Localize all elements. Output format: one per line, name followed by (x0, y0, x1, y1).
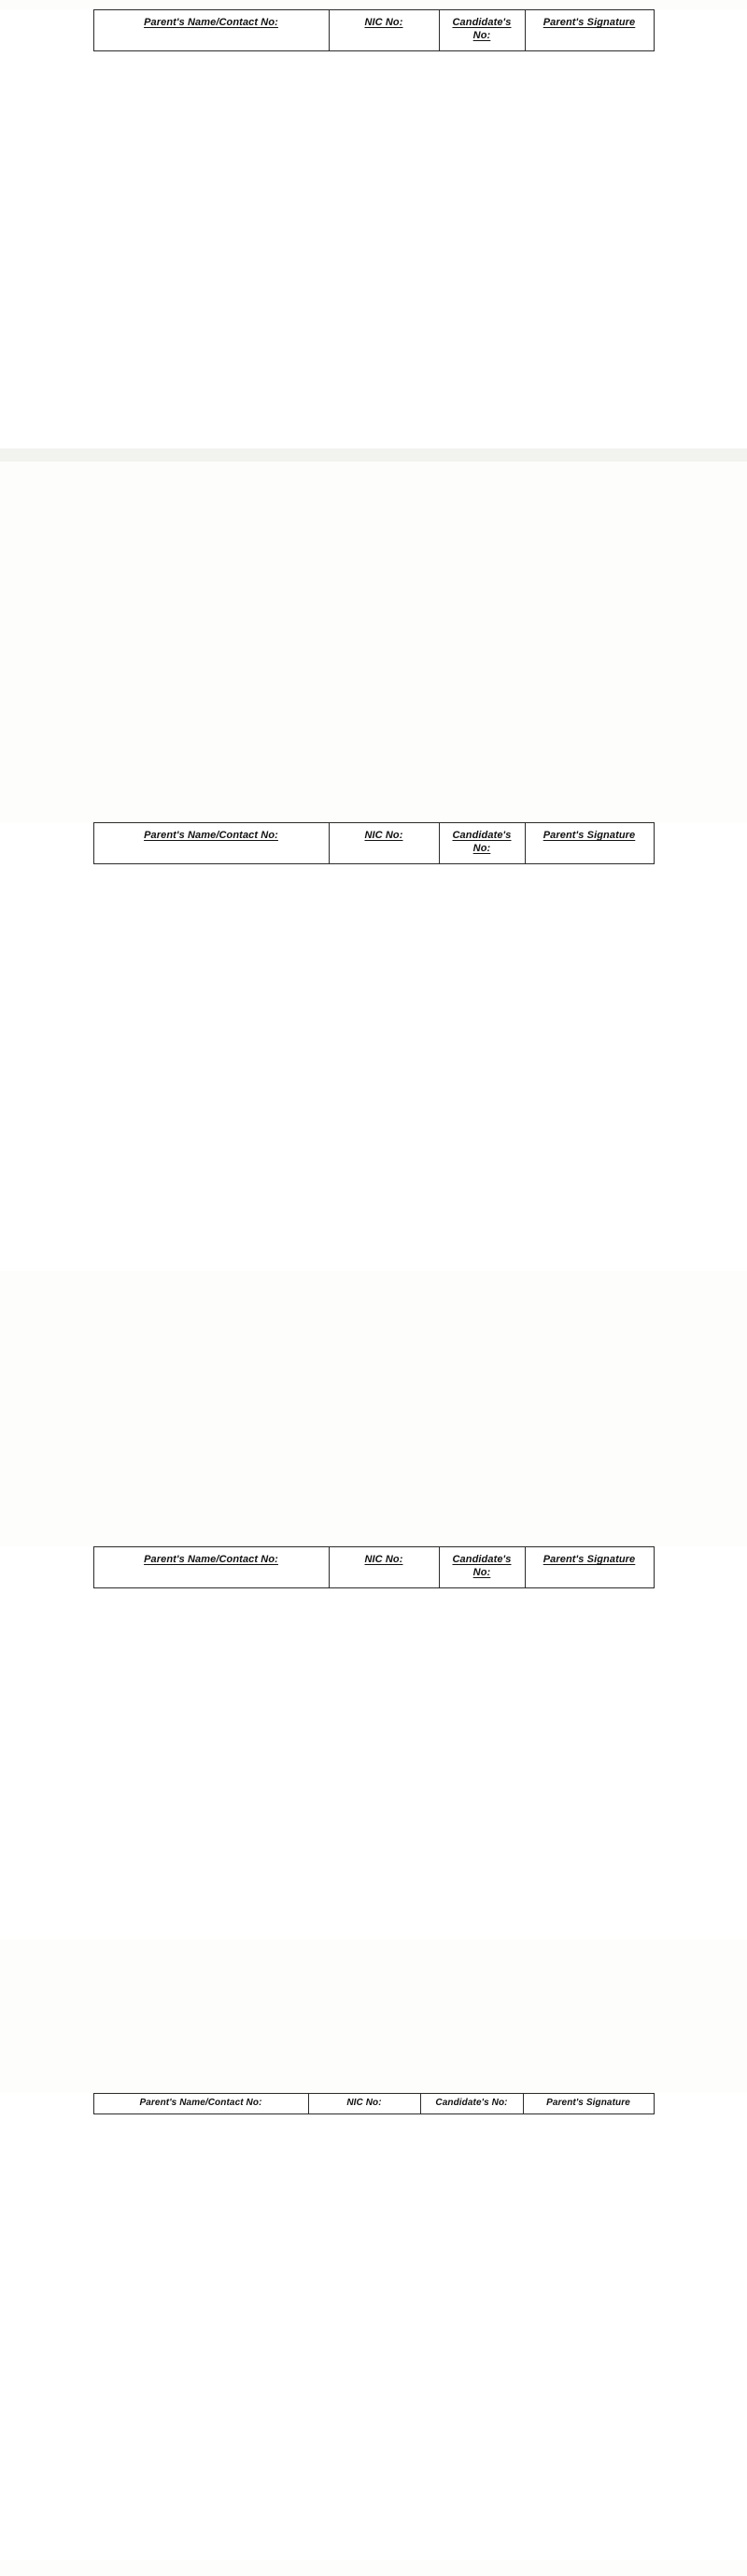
column-header-signature: Parent's Signature (525, 823, 654, 864)
sheet-1 (0, 9, 747, 448)
register-table-2 (93, 822, 655, 864)
column-header-parent-name: Parent's Name/Contact No: (93, 1547, 329, 1588)
column-header-nic: NIC No: (308, 2094, 420, 2114)
sheet-3 (0, 1546, 747, 1939)
column-header-candidate-no: Candidate's No: (439, 1547, 525, 1588)
column-header-candidate-no: Candidate's No: (439, 823, 525, 864)
column-header-signature: Parent's Signature (525, 10, 654, 51)
table-header-row (93, 1547, 654, 1588)
sheet-2 (0, 822, 747, 1271)
column-header-parent-name: Parent's Name/Contact No: (93, 10, 329, 51)
table-header-row (93, 10, 654, 51)
register-table-4 (93, 2093, 655, 2114)
column-header-nic: NIC No: (329, 823, 439, 864)
register-table-1 (93, 9, 655, 51)
column-header-nic: NIC No: (329, 1547, 439, 1588)
sheet-4 (0, 2093, 747, 2560)
scan-gap-1 (0, 448, 747, 462)
column-header-candidate-no: Candidate's No: (420, 2094, 523, 2114)
column-header-parent-name: Parent's Name/Contact No: (93, 823, 329, 864)
column-header-signature: Parent's Signature (525, 1547, 654, 1588)
column-header-parent-name: Parent's Name/Contact No: (93, 2094, 308, 2114)
column-header-signature: Parent's Signature (523, 2094, 654, 2114)
register-table-3 (93, 1546, 655, 1588)
column-header-nic: NIC No: (329, 10, 439, 51)
table-header-row (93, 2094, 654, 2114)
column-header-candidate-no: Candidate's No: (439, 10, 525, 51)
table-header-row (93, 823, 654, 864)
